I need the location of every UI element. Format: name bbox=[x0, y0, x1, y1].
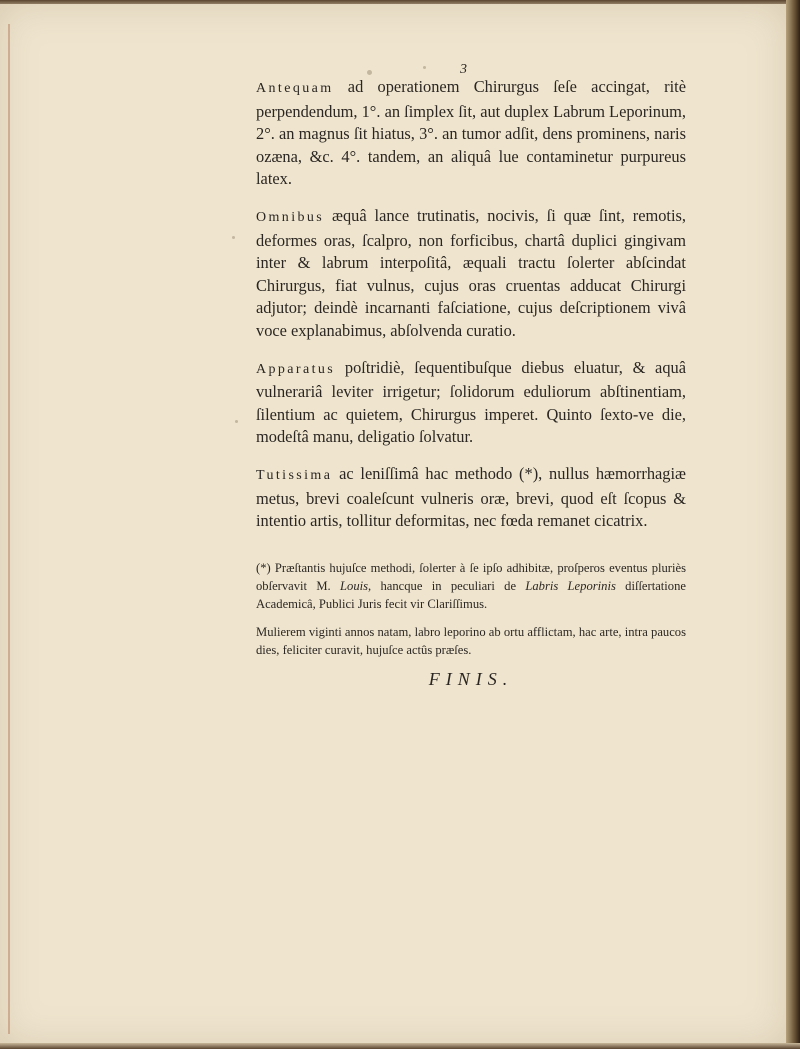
paragraph-text: æquâ lance trutinatis, nocivis, ſi quæ ſint, remotis, deformes oras, ſcalpro, non forficibus, chartâ duplici gingivam inter & labrum interpoſitâ, æquali tractu ſolerter abſcindat Chirurgus, fiat vulnus, cujus oras cruentas adducat Chirurgi adjutor; deindè incarnanti faſciatione, cujus deſcriptionem vivâ voce explanabimus, abſolvenda curatio. bbox=[256, 205, 686, 340]
main-text bbox=[256, 56, 686, 690]
closing-note: Mulierem viginti annos natam, labro leporino ab ortu afflictam, hac arte, intra paucos dies, feliciter curavit, hujuſce actûs præſes. bbox=[256, 624, 686, 657]
paragraph-text: ac leniſſimâ hac methodo (*), nullus hæmorrhagiæ metus, brevi coaleſcunt vulneris oræ, brevi, quod eſt ſcopus & intentio artis, tollitur deformitas, nec fœda remanet cicatrix. bbox=[256, 463, 686, 531]
footnote-text: diſſertatione Academicâ, Publici Juris fecit vir Clariſſimus. bbox=[256, 578, 686, 611]
page-right-edge bbox=[786, 0, 800, 1049]
ink-blot bbox=[232, 236, 235, 239]
paragraph-lead-word: Apparatus bbox=[256, 361, 336, 377]
paragraph-4 bbox=[256, 463, 686, 533]
footnote-author: Louis bbox=[340, 578, 369, 593]
paragraph-2 bbox=[256, 205, 686, 343]
paragraph-lead-word: Antequam bbox=[256, 81, 334, 96]
page-number: 3 bbox=[460, 62, 467, 77]
footnote-marker: (*) bbox=[256, 560, 271, 575]
footnote-title: Labris Leporinis bbox=[525, 578, 616, 593]
paragraph-1 bbox=[256, 76, 686, 191]
paragraph-text: ad operationem Chirurgus ſeſe accingat, ritè perpendendum, 1°. an ſimplex ſit, aut duplex Labrum Leporinum, 2°. an magnus ſit hiatus, 3°. an tumor adſit, dens prominens, naris ozæna, &c. 4°. tandem, an aliquâ lue contaminetur purpureus latex. bbox=[256, 77, 686, 189]
book-page bbox=[0, 4, 786, 1045]
paragraph-text: poſtridiè, ſequentibuſque diebus eluatur, & aquâ vulnerariâ leviter irrigetur; ſolidorum eduliorum abſtinentiam, ſilentium ac quietem, Chirurgus imperet. Quinto ſexto-ve die, modeſtâ manu, deligatio ſolvatur. bbox=[256, 357, 686, 447]
margin-rule bbox=[8, 24, 10, 1034]
finis-heading: FINIS. bbox=[428, 668, 514, 689]
paragraph-lead-word: Tutissima bbox=[256, 467, 333, 483]
footnote bbox=[256, 559, 686, 613]
paragraph-lead-word: Omnibus bbox=[256, 209, 325, 225]
footnote-text: , hancque in peculiari de bbox=[368, 578, 526, 593]
ink-blot bbox=[235, 420, 238, 423]
page-bottom-edge bbox=[0, 1043, 800, 1049]
footnote-text: Præſtantis hujuſce methodi, ſolerter à ſe ipſo adhibitæ, proſperos eventus pluriès obſervavit M. bbox=[256, 560, 686, 593]
paragraph-3 bbox=[256, 357, 686, 449]
